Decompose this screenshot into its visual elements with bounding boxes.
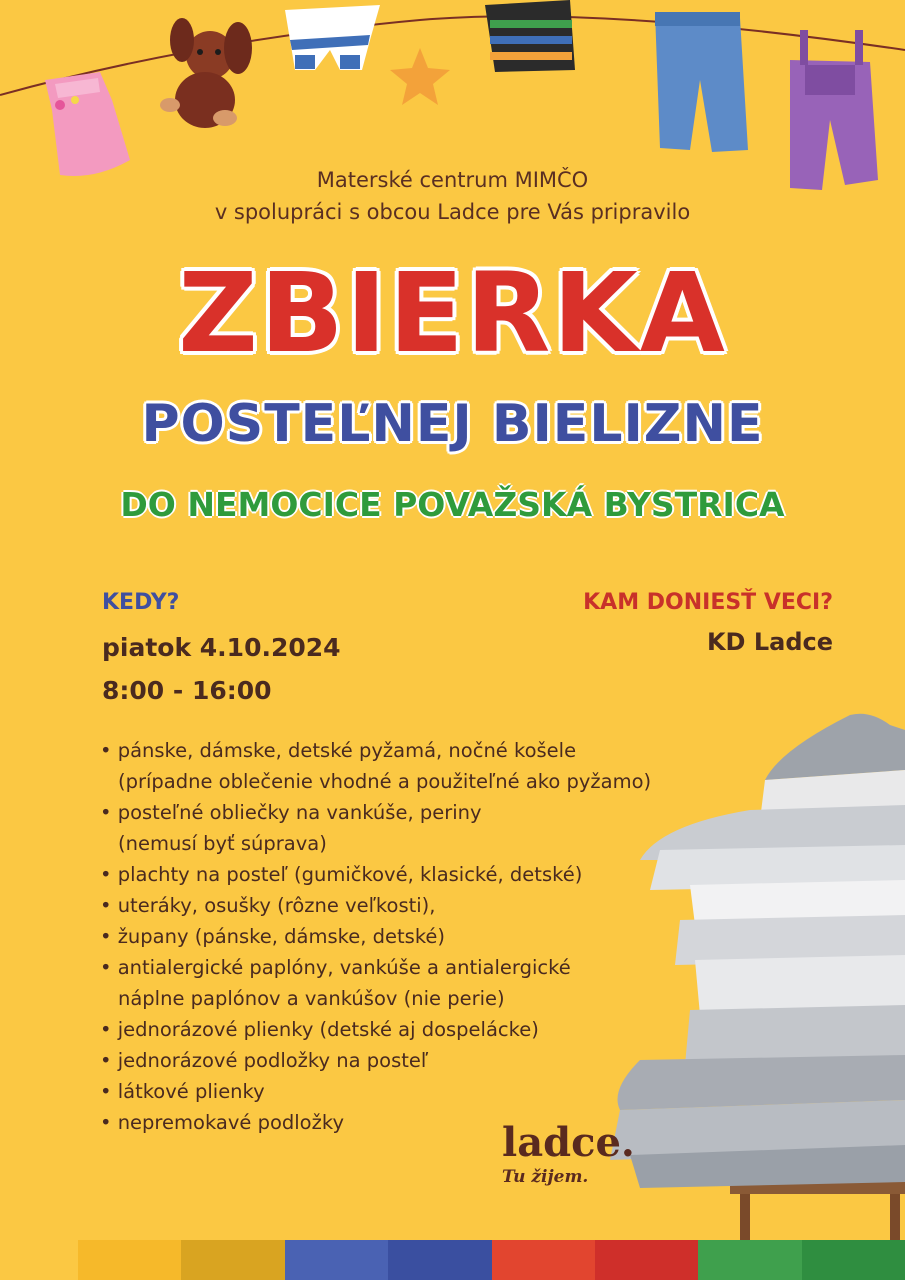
jeans-icon [655, 12, 748, 152]
teddy-bear-icon [160, 18, 252, 128]
logo-tagline: Tu žijem. [502, 1167, 589, 1187]
list-item: • antialergické paplóny, vankúše a antialergické náplne paplónov a vankúšov (nie perie) [100, 956, 571, 1010]
event-time: 8:00 - 16:00 [102, 676, 272, 705]
dress-icon [45, 72, 130, 176]
event-location: KD Ladce [706, 628, 833, 656]
striped-shirt-icon [485, 0, 575, 72]
list-item: • pánske, dámske, detské pyžamá, nočné košele (prípadne oblečenie vhodné a použiteľné ako pyžamo) [100, 739, 652, 793]
ladce-logo [502, 1119, 635, 1187]
linen-pile-image [600, 710, 905, 1280]
list-item: • nepremokavé podložky [100, 1111, 344, 1134]
list-item: • jednorázové podložky na posteľ [100, 1049, 429, 1072]
event-date: piatok 4.10.2024 [102, 633, 341, 662]
headline-title: ZBIERKA [178, 249, 727, 377]
color-stripe-footer [78, 1240, 905, 1280]
headline-subtitle: POSTEĽNEJ BIELIZNE [141, 394, 764, 454]
headline-destination: DO NEMOCICE POVAŽSKÁ BYSTRICA [120, 485, 785, 524]
where-label: KAM DONIESŤ VECI? [583, 590, 833, 615]
list-item: • plachty na posteľ (gumičkové, klasické, detské) [100, 863, 583, 886]
onesie-icon [285, 5, 380, 70]
list-item: • župany (pánske, dámske, detské) [100, 925, 446, 948]
list-item: • látkové plienky [100, 1080, 265, 1103]
star-icon [390, 48, 450, 105]
list-item: • posteľné obliečky na vankúše, periny (nemusí byť súprava) [100, 801, 482, 855]
list-item: • jednorázové plienky (detské aj dospelácke) [100, 1018, 539, 1041]
list-item: • uteráky, osušky (rôzne veľkosti), [100, 894, 436, 917]
overalls-icon [790, 30, 878, 190]
cooperation-line: v spolupráci s obcou Ladce pre Vás pripravilo [214, 200, 691, 224]
when-label: KEDY? [102, 590, 180, 615]
logo-wordmark: ladce. [502, 1119, 635, 1166]
organizer-line: Materské centrum MIMČO [316, 168, 589, 192]
